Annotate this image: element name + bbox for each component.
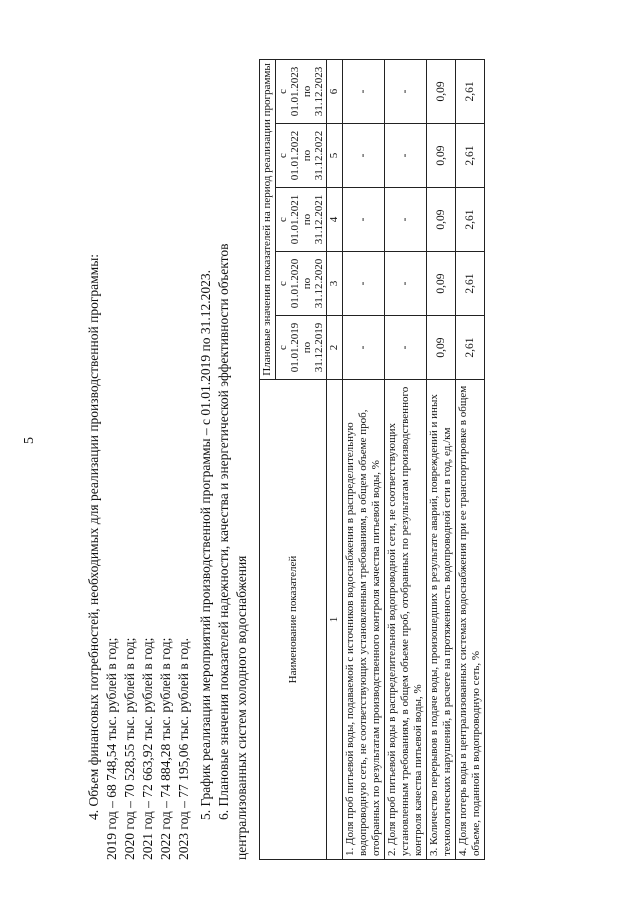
row-value: - <box>385 316 427 380</box>
section-5: 5. График реализации мероприятий производственной программы – с 01.01.2019 по 31.12.2023. <box>198 269 213 820</box>
row-value: - <box>343 124 385 188</box>
header-period: с 01.01.2021 по 31.12.2021 <box>276 188 327 252</box>
row-name: 4. Доля потерь воды в централизованных системах водоснабжения при ее транспортировке в общем объеме, поданной в водопроводную сеть, % <box>456 380 485 860</box>
column-number: 2 <box>327 316 343 380</box>
year-line: 2022 год – 74 884,28 тыс. рублей в год; <box>158 637 173 860</box>
column-number: 3 <box>327 252 343 316</box>
row-value: 0,09 <box>427 252 456 316</box>
column-number: 4 <box>327 188 343 252</box>
row-value: 0,09 <box>427 316 456 380</box>
row-name: 2. Доля проб питьевой воды в распределительной водопроводной сети, не соответствующих установленным требованиям, в общем объеме проб, отобранных по результатам производственного контроля качества питьевой воды, % <box>385 380 427 860</box>
row-value: 0,09 <box>427 59 456 123</box>
header-period: с 01.01.2019 по 31.12.2019 <box>276 316 327 380</box>
section-6-line-2: централизованных систем холодного водоснабжения <box>234 555 249 860</box>
row-value: 2,61 <box>456 59 485 123</box>
section-4-heading: 4. Объем финансовых потребностей, необходимых для реализации производственной программы: <box>86 253 101 820</box>
section-6-line-1: 6. Плановые значения показателей надежности, качества и энергетической эффективности объектов <box>216 243 231 820</box>
row-value: 2,61 <box>456 124 485 188</box>
table-row <box>456 59 485 859</box>
year-line: 2019 год – 68 748,54 тыс. рублей в год; <box>104 637 119 860</box>
year-line: 2020 год – 70 528,55 тыс. рублей в год; <box>122 637 137 860</box>
section-4 <box>85 40 193 860</box>
header-period: с 01.01.2022 по 31.12.2022 <box>276 124 327 188</box>
page-number: 5 <box>22 437 37 444</box>
row-value: 2,61 <box>456 316 485 380</box>
row-value: - <box>343 59 385 123</box>
column-number: 1 <box>327 380 343 860</box>
header-period: с 01.01.2020 по 31.12.2020 <box>276 252 327 316</box>
rotated-landscape-content <box>85 40 640 860</box>
column-number: 6 <box>327 59 343 123</box>
column-number-row <box>327 59 343 859</box>
row-name: 1. Доля проб питьевой воды, подаваемой с источников водоснабжения в распределительную водопроводную сеть, не соответствующих установленным требованиям, в общем объеме проб, отобранных по результатам производственного контроля качества питьевой воды, % <box>343 380 385 860</box>
table-row <box>385 59 427 859</box>
header-period: с 01.01.2023 по 31.12.2023 <box>276 59 327 123</box>
row-value: - <box>343 316 385 380</box>
table-row <box>427 59 456 859</box>
column-number: 5 <box>327 124 343 188</box>
row-name: 3. Количество перерывов в подаче воды, произошедших в результате аварий, повреждений и иных технологических нарушений, в расчете на протяженность водопроводной сети в год, ед./км <box>427 380 456 860</box>
indicators-table <box>259 59 485 860</box>
row-value: - <box>343 188 385 252</box>
row-value: - <box>385 252 427 316</box>
row-value: - <box>385 59 427 123</box>
row-value: - <box>343 252 385 316</box>
row-value: - <box>385 188 427 252</box>
year-line: 2023 год – 77 195,06 тыс. рублей в год. <box>176 638 191 860</box>
table-header-row <box>260 59 276 859</box>
header-group: Плановые значения показателей на период реализации программы <box>260 59 276 379</box>
year-line: 2021 год – 72 663,92 тыс. рублей в год; <box>140 637 155 860</box>
table-row <box>343 59 385 859</box>
row-value: 0,09 <box>427 124 456 188</box>
row-value: 2,61 <box>456 188 485 252</box>
row-value: - <box>385 124 427 188</box>
row-value: 2,61 <box>456 252 485 316</box>
header-name: Наименование показателей <box>260 380 327 860</box>
row-value: 0,09 <box>427 188 456 252</box>
